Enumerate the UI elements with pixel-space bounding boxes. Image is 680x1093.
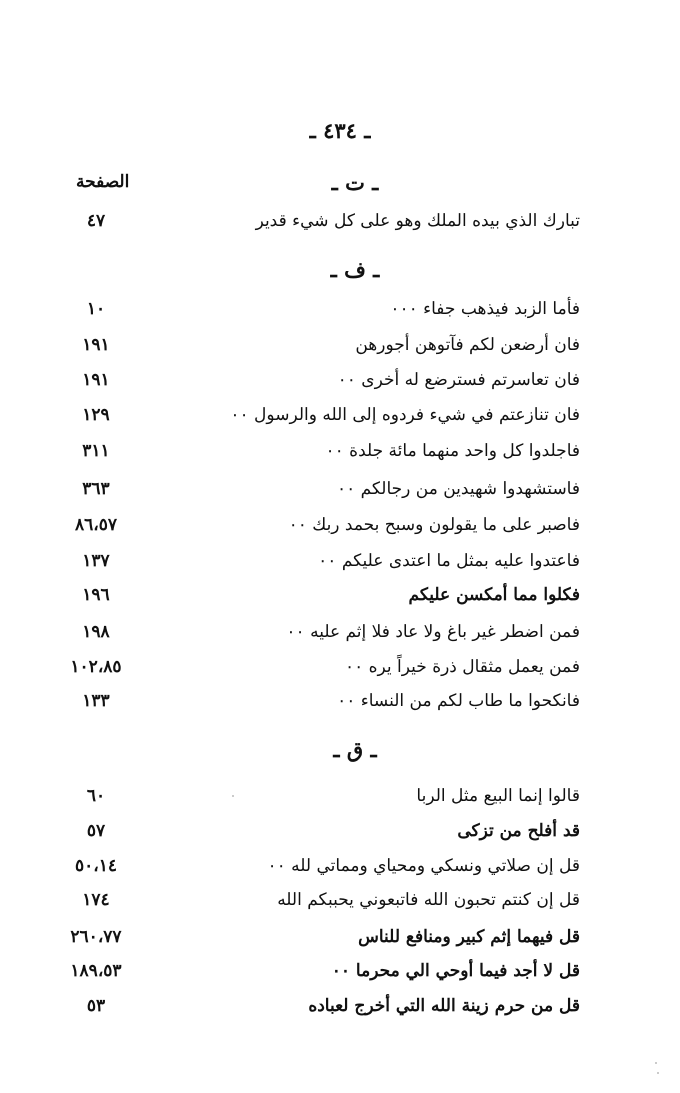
verse-text: قل إن صلاتي ونسكي ومحياي ومماتي لله ٠٠ <box>267 856 580 876</box>
verse-text: قل إن كنتم تحبون الله فاتبعوني يحببكم الله <box>277 890 580 910</box>
scan-speck <box>655 1062 657 1064</box>
page-reference: ١٩١ <box>82 335 110 355</box>
verse-text: فاصبر على ما يقولون وسبح بحمد ربك ٠٠ <box>288 515 580 535</box>
page-reference: ٦٠ <box>86 786 106 806</box>
page-reference: ١٣٧ <box>82 551 110 571</box>
verse-text: قد أفلح من تزكى <box>457 821 580 841</box>
verse-text: فان تنازعتم في شيء فردوه إلى الله والرسول ٠٠ <box>230 405 580 425</box>
page-reference: ١٣٣ <box>82 691 110 711</box>
column-header-page: الصفحة <box>76 172 130 192</box>
page-reference: ١٩٨ <box>82 622 110 642</box>
verse-text: فان تعاسرتم فسترضع له أخرى ٠٠ <box>337 370 580 390</box>
page-reference: ١٠٢،٨٥ <box>70 657 122 677</box>
page-reference: ١٠ <box>86 299 106 319</box>
index-entry <box>56 922 580 952</box>
index-entry <box>56 686 580 716</box>
verse-text: قل فيهما إثم كبير ومنافع للناس <box>358 927 580 947</box>
verse-text: فاعتدوا عليه بمثل ما اعتدى عليكم ٠٠ <box>318 551 580 571</box>
verse-text: فكلوا مما أمكسن عليكم <box>408 585 580 605</box>
verse-text: قل من حرم زينة الله التي أخرج لعباده <box>308 996 580 1016</box>
index-entry <box>56 956 580 986</box>
verse-text: تبارك الذي بيده الملك وهو على كل شيء قدير <box>255 211 580 231</box>
page-reference: ٢٦٠،٧٧ <box>70 927 122 947</box>
page-reference: ١٨٩،٥٣ <box>70 961 122 981</box>
verse-text: قالوا إنما البيع مثل الربا <box>416 786 580 806</box>
scan-speck <box>232 795 234 797</box>
section-heading-qaf: ـ ق ـ <box>333 737 377 762</box>
page-reference: ٣١١ <box>82 441 110 461</box>
scan-speck <box>657 1072 659 1074</box>
index-entry <box>56 580 580 610</box>
index-entry <box>56 365 580 395</box>
index-entry <box>56 781 580 811</box>
index-entry <box>56 400 580 430</box>
index-entry <box>56 330 580 360</box>
page-reference: ٨٦،٥٧ <box>74 515 117 535</box>
page-number: ـ ٤٣٤ ـ <box>309 118 371 143</box>
index-entry <box>56 510 580 540</box>
index-entry <box>56 294 580 324</box>
section-heading-fa: ـ ف ـ <box>330 257 380 282</box>
page-reference: ١٩٦ <box>82 585 110 605</box>
verse-text: فمن اضطر غير باغ ولا عاد فلا إثم عليه ٠٠ <box>286 622 580 642</box>
page-reference: ٥٠،١٤ <box>74 856 117 876</box>
index-entry <box>56 617 580 647</box>
verse-text: فأما الزبد فيذهب جفاء ٠٠٠ <box>390 299 580 319</box>
index-entry <box>56 816 580 846</box>
page-reference: ١٧٤ <box>82 890 110 910</box>
verse-text: فاجلدوا كل واحد منهما مائة جلدة ٠٠ <box>325 441 580 461</box>
index-entry <box>56 436 580 466</box>
page-reference: ٤٧ <box>86 211 106 231</box>
verse-text: فمن يعمل مثقال ذرة خيراً يره ٠٠ <box>344 657 580 677</box>
page-reference: ١٢٩ <box>82 405 110 425</box>
index-entry <box>56 474 580 504</box>
page-reference: ٥٧ <box>86 821 106 841</box>
page-reference: ١٩١ <box>82 370 110 390</box>
index-entry <box>56 206 580 236</box>
verse-text: فانكحوا ما طاب لكم من النساء ٠٠ <box>337 691 580 711</box>
index-entry <box>56 851 580 881</box>
index-entry <box>56 546 580 576</box>
index-entry <box>56 652 580 682</box>
section-heading-ta: ـ ت ـ <box>331 170 379 195</box>
index-entry <box>56 885 580 915</box>
page-reference: ٥٣ <box>86 996 106 1016</box>
verse-text: فاستشهدوا شهيدين من رجالكم ٠٠ <box>336 479 580 499</box>
verse-text: قل لا أجد فيما أوحي الي محرما ٠٠ <box>331 961 580 981</box>
index-entry <box>56 991 580 1021</box>
page-reference: ٣٦٣ <box>82 479 110 499</box>
verse-text: فان أرضعن لكم فآتوهن أجورهن <box>355 335 580 355</box>
